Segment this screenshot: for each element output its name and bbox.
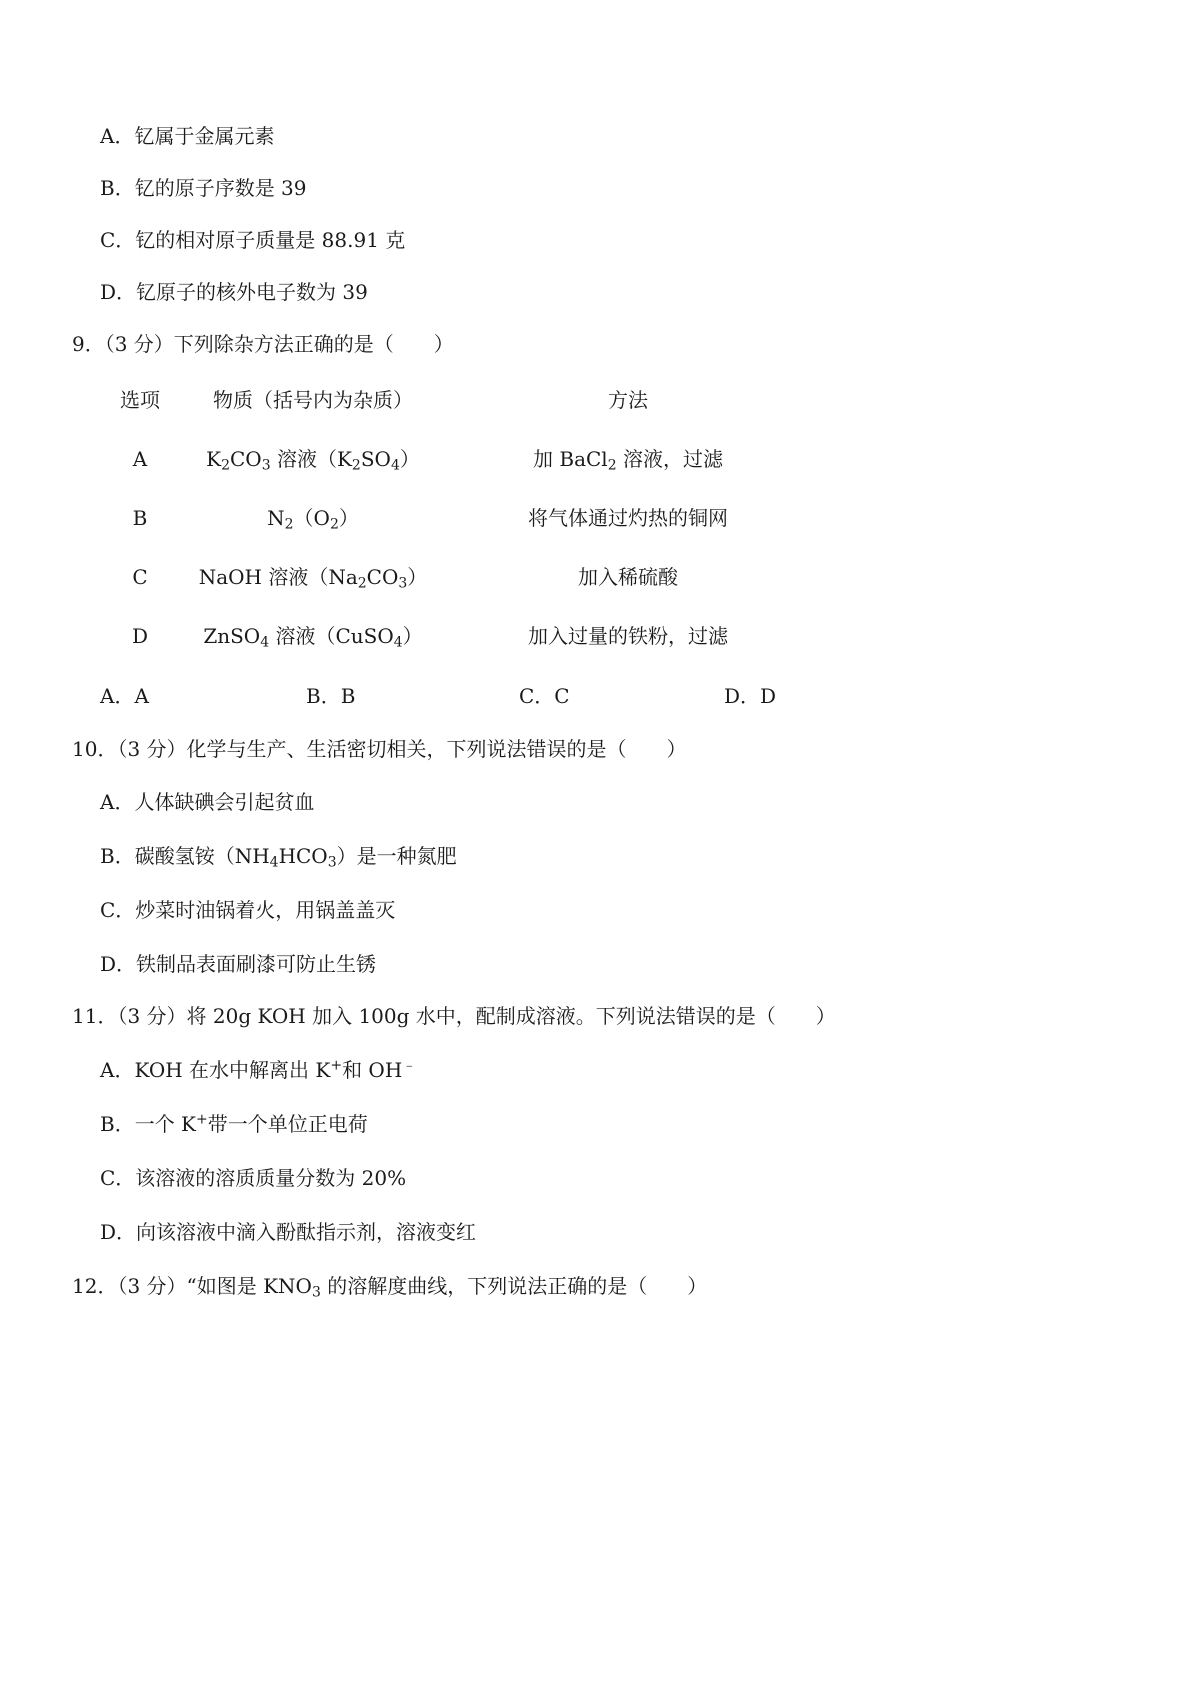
q9-row-b-method: 将气体通过灼热的铜网 bbox=[528, 506, 728, 530]
q11-option-a: A．KOH 在水中解离出 K+和 OH﹣ bbox=[100, 1057, 417, 1082]
q9-choice-b: B．B bbox=[306, 684, 356, 708]
q8-option-b: B．钇的原子序数是 39 bbox=[100, 176, 307, 200]
q9-choice-d: D．D bbox=[724, 684, 777, 708]
q9-header-substance: 物质（括号内为杂质） bbox=[213, 388, 413, 412]
q9-header-option: 选项 bbox=[120, 388, 160, 412]
q9-header-method: 方法 bbox=[608, 388, 648, 412]
q9-row-b-substance: $N_2(O_2)$ bbox=[267, 506, 359, 533]
q9-choice-a: A．A bbox=[100, 684, 149, 708]
q9-choice-c: C．C bbox=[519, 684, 570, 708]
q9-row-c-method: 加入稀硫酸 bbox=[578, 565, 678, 589]
q9-row-a-substance: $K_2CO_3$ 溶液$(K_2SO_4)$ bbox=[206, 447, 420, 474]
q12-stem: 12．（3 分）“如图是 $KNO_3$ 的溶解度曲线，下列说法正确的是（ ） bbox=[72, 1274, 708, 1301]
q8-option-d: D．钇原子的核外电子数为 39 bbox=[100, 280, 368, 304]
q10-option-c: C．炒菜时油锅着火，用锅盖盖灭 bbox=[100, 898, 396, 922]
q9-stem: 9．（3 分）下列除杂方法正确的是（ ） bbox=[72, 332, 454, 356]
q8-option-a: A．钇属于金属元素 bbox=[100, 124, 275, 148]
q10-option-d: D．铁制品表面刷漆可防止生锈 bbox=[100, 952, 377, 976]
q11-option-c: C．该溶液的溶质质量分数为 20% bbox=[100, 1166, 407, 1190]
q10-option-b: B．碳酸氢铵$(NH_4HCO_3)$是一种氮肥 bbox=[100, 844, 457, 871]
q10-option-a: A．人体缺碘会引起贫血 bbox=[100, 790, 315, 814]
q10-stem: 10．（3 分）化学与生产、生活密切相关，下列说法错误的是（ ） bbox=[72, 737, 687, 761]
q9-row-d-option: D bbox=[131, 624, 149, 648]
q9-row-d-substance: ZnSO$_4$ 溶液（CuSO$_4$） bbox=[203, 624, 423, 651]
q11-option-b: B．一个 K+带一个单位正电荷 bbox=[100, 1111, 368, 1136]
q9-row-a-option: A bbox=[132, 447, 148, 471]
q9-row-a-method: 加 BaCl$_2$ 溶液，过滤 bbox=[533, 447, 723, 474]
q11-stem: 11．（3 分）将 20g KOH 加入 100g 水中，配制成溶液。下列说法错误的是（ ） bbox=[72, 1004, 836, 1028]
q9-row-b-option: B bbox=[132, 506, 148, 530]
q9-row-c-option: C bbox=[132, 565, 148, 589]
q8-option-c: C．钇的相对原子质量是 88.91 克 bbox=[100, 228, 406, 252]
q9-row-c-substance: NaOH 溶液$(Na_2CO_3)$ bbox=[198, 565, 428, 592]
q9-row-d-method: 加入过量的铁粉，过滤 bbox=[528, 624, 728, 648]
q11-option-d: D．向该溶液中滴入酚酞指示剂，溶液变红 bbox=[100, 1220, 477, 1244]
